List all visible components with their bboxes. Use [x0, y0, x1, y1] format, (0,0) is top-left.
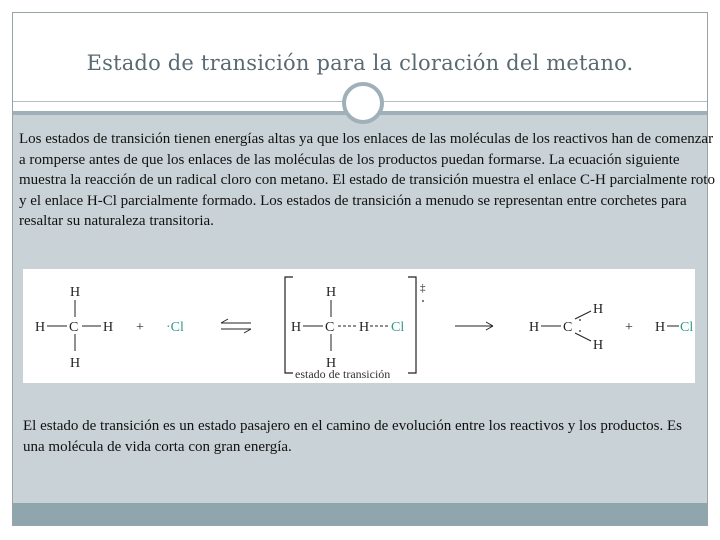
bond-line — [575, 333, 591, 341]
transition-state-caption: estado de transición — [295, 367, 391, 381]
methane-right-h: H — [103, 320, 114, 335]
ts-mid-h: H — [359, 320, 370, 335]
ts-left-h: H — [291, 320, 302, 335]
methyl-carbon: C — [563, 320, 573, 335]
slide-title: Estado de transición para la cloración del metano. — [86, 51, 634, 75]
equilibrium-arrow-icon — [221, 319, 251, 333]
outro-paragraph: El estado de transición es un estado pasajero en el camino de evolución entre los reactivos y los productos. Es una molécula de vida corta con gran energía. — [23, 418, 682, 455]
ts-carbon: C — [325, 320, 335, 335]
methane-bottom-h: H — [70, 356, 81, 371]
hcl-h: H — [655, 320, 666, 335]
methane-molecule — [35, 285, 113, 371]
hcl-cl: Cl — [680, 320, 694, 335]
methyl-left-h: H — [529, 320, 540, 335]
slide — [12, 12, 715, 526]
methane-top-h: H — [70, 285, 81, 300]
plus-sign-1: + — [136, 320, 144, 335]
transition-state-molecule — [291, 285, 404, 371]
dagger-symbol: ‡ — [420, 282, 426, 294]
bond-line — [575, 311, 591, 319]
methyl-upper-h: H — [593, 302, 604, 317]
intro-paragraph: Los estados de transición tienen energías altas ya que los enlaces de las moléculas de los reactivos han de comenzar a romperse antes de que los enlaces de las moléculas de los productos puedan formarse. La ecuación siguiente muestra la reacción de un radical cloro con metano. El estado de transición muestra el enlace C-H parcialmente roto y el enlace H-Cl parcialmente formado. Los estados de transición a menudo se representan entre corchetes para resaltar su naturaleza transitoria. — [19, 131, 715, 230]
footer-bar — [13, 503, 707, 525]
methane-left-h: H — [35, 320, 46, 335]
methane-carbon: C — [69, 320, 79, 335]
methyl-lower-h: H — [593, 338, 604, 353]
plus-sign-2: + — [625, 320, 633, 335]
ts-top-h: H — [326, 285, 337, 300]
reaction-diagram — [23, 269, 695, 383]
ts-chlorine: Cl — [391, 320, 405, 335]
ts-bottom-h: H — [326, 356, 337, 371]
divider-circle-ornament — [342, 82, 384, 124]
reaction-arrow-icon — [455, 322, 493, 330]
hydrogen-chloride — [655, 320, 693, 335]
chlorine-radical: ·Cl — [166, 320, 184, 335]
reaction-equation-figure — [23, 269, 695, 383]
methyl-radical — [529, 302, 603, 353]
